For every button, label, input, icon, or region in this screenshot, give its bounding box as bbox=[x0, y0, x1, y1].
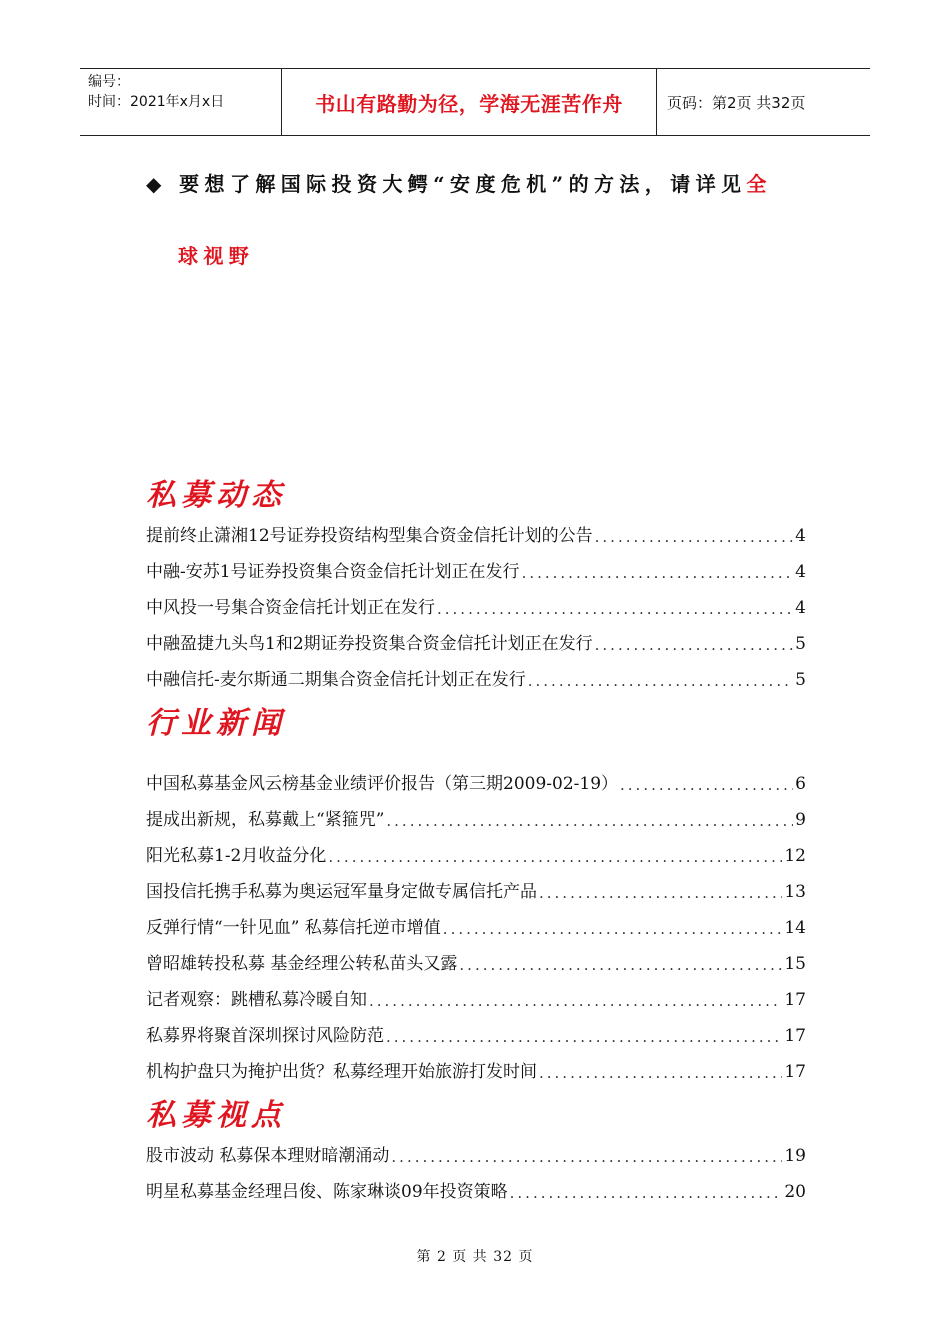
toc-entry-title: 曾昭雄转投私募 基金经理公转私苗头又露 bbox=[146, 954, 458, 974]
toc-entry[interactable] bbox=[146, 556, 806, 582]
toc-entry-page: 20 bbox=[784, 1182, 806, 1202]
toc-entry[interactable] bbox=[146, 984, 806, 1010]
toc-entry[interactable] bbox=[146, 664, 806, 690]
toc-entry-title: 反弹行情“一针见血” 私募信托逆市增值 bbox=[146, 918, 441, 938]
header-motto: 书山有路勤为径，学海无涯苦作舟 bbox=[282, 69, 657, 135]
page-header bbox=[80, 68, 870, 136]
toc-entry[interactable] bbox=[146, 840, 806, 866]
toc-entry-title: 提成出新规，私募戴上“紧箍咒” bbox=[146, 810, 385, 830]
number-label: 编号： bbox=[88, 74, 130, 90]
toc-leader bbox=[528, 672, 793, 690]
toc-entry-page: 14 bbox=[784, 918, 806, 938]
toc-entry[interactable] bbox=[146, 592, 806, 618]
toc-entry[interactable] bbox=[146, 804, 806, 830]
toc-entry[interactable] bbox=[146, 948, 806, 974]
toc-entry-title: 明星私募基金经理吕俊、陈家琳谈09年投资策略 bbox=[146, 1182, 508, 1202]
toc-leader bbox=[510, 1184, 783, 1202]
toc-entry-title: 提前终止潇湘12号证券投资结构型集合资金信托计划的公告 bbox=[146, 526, 593, 546]
toc-entry-title: 私募界将聚首深圳探讨风险防范 bbox=[146, 1026, 384, 1046]
toc-entry-page: 5 bbox=[795, 634, 806, 654]
toc-entry[interactable] bbox=[146, 1176, 806, 1202]
toc-entry-title: 中融信托-麦尔斯通二期集合资金信托计划正在发行 bbox=[146, 670, 526, 690]
toc-entry-title: 中风投一号集合资金信托计划正在发行 bbox=[146, 598, 435, 618]
header-meta bbox=[80, 69, 282, 135]
toc-leader bbox=[443, 920, 783, 938]
toc-entry-page: 17 bbox=[784, 1062, 806, 1082]
toc-entry[interactable] bbox=[146, 876, 806, 902]
toc-entry[interactable] bbox=[146, 768, 806, 794]
intro-text: 要想了解国际投资大鳄“安度危机”的方法，请详见 bbox=[179, 172, 747, 196]
toc-leader bbox=[391, 1148, 782, 1166]
toc-leader bbox=[369, 992, 782, 1010]
toc-leader bbox=[539, 1064, 782, 1082]
toc-leader bbox=[386, 1028, 782, 1046]
toc-entry-page: 5 bbox=[795, 670, 806, 690]
diamond-bullet-icon: ◆ bbox=[146, 172, 167, 196]
toc-entry-page: 15 bbox=[784, 954, 806, 974]
section-title-private-dynamics: 私募动态 bbox=[146, 478, 286, 513]
toc-entry-title: 中融-安苏1号证券投资集合资金信托计划正在发行 bbox=[146, 562, 520, 582]
intro-line bbox=[146, 166, 826, 202]
toc-leader bbox=[437, 600, 793, 618]
toc-entry-page: 4 bbox=[795, 598, 806, 618]
time-label: 时间：2021年x月x日 bbox=[88, 94, 225, 110]
toc-entry-page: 17 bbox=[784, 990, 806, 1010]
toc-entry[interactable] bbox=[146, 628, 806, 654]
section-title-industry-news: 行业新闻 bbox=[146, 706, 286, 741]
toc-entry-page: 19 bbox=[784, 1146, 806, 1166]
toc-leader bbox=[386, 812, 793, 830]
global-view-link-start[interactable]: 全 bbox=[746, 172, 772, 196]
toc-entry-page: 4 bbox=[795, 562, 806, 582]
toc-entry-page: 4 bbox=[795, 526, 806, 546]
toc-entry-page: 9 bbox=[795, 810, 806, 830]
toc-entry-title: 国投信托携手私募为奥运冠军量身定做专属信托产品 bbox=[146, 882, 537, 902]
toc-leader bbox=[539, 884, 782, 902]
toc-leader bbox=[459, 956, 782, 974]
page-footer: 第 2 页 共 32 页 bbox=[416, 1249, 534, 1265]
toc-leader bbox=[620, 776, 793, 794]
toc-entry-title: 记者观察：跳槽私募冷暖自知 bbox=[146, 990, 367, 1010]
toc-entry-title: 阳光私募1-2月收益分化 bbox=[146, 846, 327, 866]
toc-entry[interactable] bbox=[146, 1056, 806, 1082]
toc-entry-page: 13 bbox=[784, 882, 806, 902]
toc-entry-page: 12 bbox=[784, 846, 806, 866]
toc-entry[interactable] bbox=[146, 1020, 806, 1046]
toc-entry-title: 机构护盘只为掩护出货？私募经理开始旅游打发时间 bbox=[146, 1062, 537, 1082]
toc-entry-page: 6 bbox=[795, 774, 806, 794]
toc-entry-page: 17 bbox=[784, 1026, 806, 1046]
toc-leader bbox=[328, 848, 782, 866]
section-title-private-views: 私募视点 bbox=[146, 1098, 286, 1133]
toc-leader bbox=[522, 564, 794, 582]
toc-entry-title: 股市波动 私募保本理财暗潮涌动 bbox=[146, 1146, 390, 1166]
toc-entry-title: 中融盈捷九头鸟1和2期证券投资集合资金信托计划正在发行 bbox=[146, 634, 593, 654]
toc-entry-title: 中国私募基金风云榜基金业绩评价报告（第三期2009-02-19） bbox=[146, 774, 619, 794]
toc-entry[interactable] bbox=[146, 1140, 806, 1166]
toc-leader bbox=[595, 528, 794, 546]
toc-leader bbox=[595, 636, 794, 654]
toc-entry[interactable] bbox=[146, 912, 806, 938]
global-view-link-end[interactable]: 球视野 bbox=[178, 244, 255, 268]
toc-entry[interactable] bbox=[146, 520, 806, 546]
header-page-info: 页码：第2页 共32页 bbox=[667, 93, 806, 112]
